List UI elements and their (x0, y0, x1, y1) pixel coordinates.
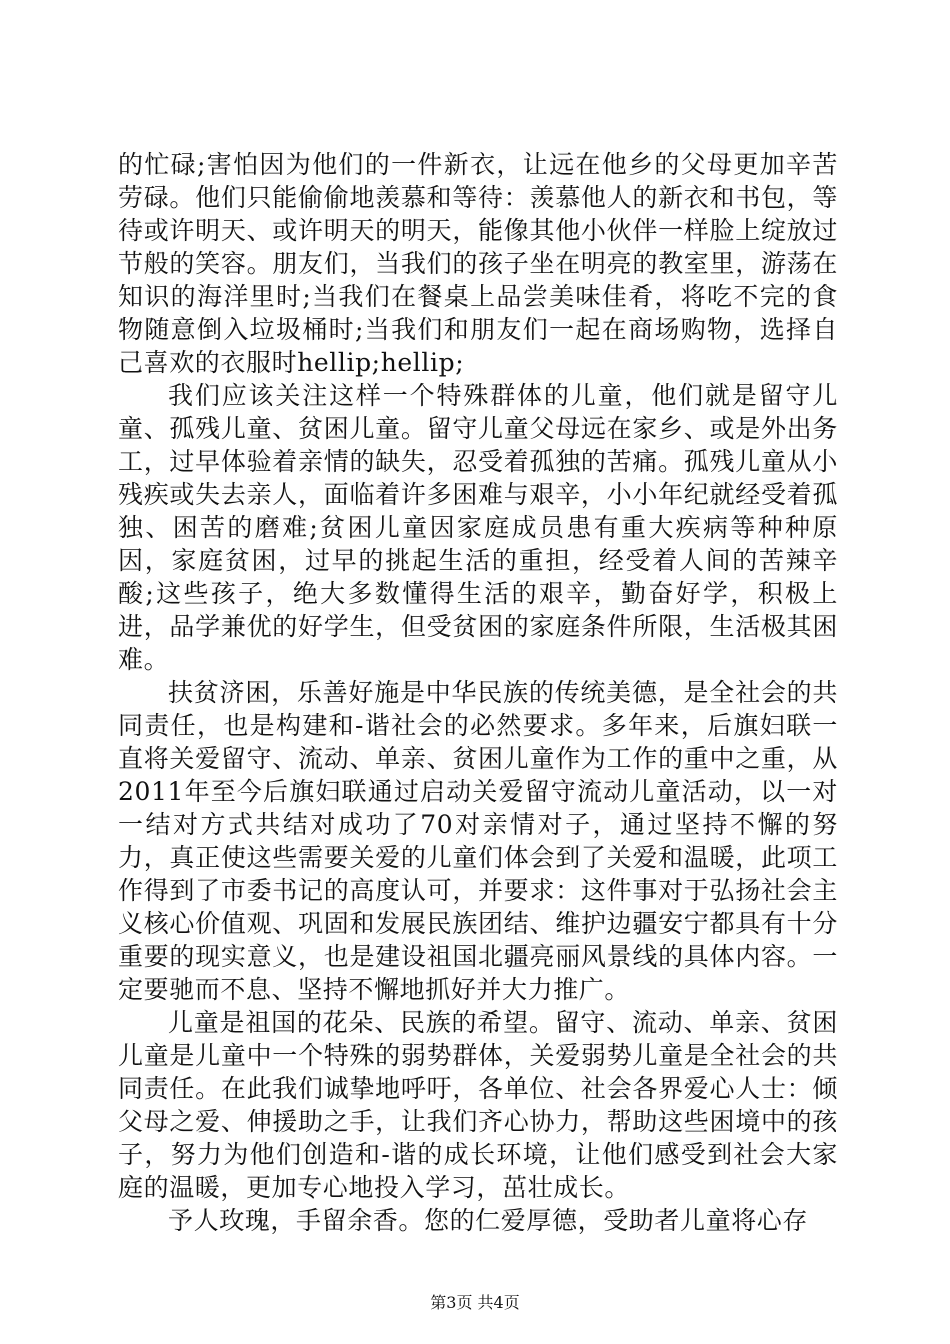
paragraph-special-groups: 我们应该关注这样一个特殊群体的儿童，他们就是留守儿童、孤残儿童、贫困儿童。留守儿童父母远在家乡、或是外出务工，过早体验着亲情的缺失，忍受着孤独的苦痛。孤残儿童从小残疾或失去亲人，面临着许多困难与艰辛，小小年纪就经受着孤独、困苦的磨难;贫困儿童因家庭成员患有重大疾病等种种原因，家庭贫困，过早的挑起生活的重担，经受着人间的苦辣辛酸;这些孩子，绝大多数懂得生活的艰辛，勤奋好学，积极上进，品学兼优的好学生，但受贫困的家庭条件所限，生活极其困难。 (118, 381, 838, 674)
paragraph-poverty-relief: 扶贫济困，乐善好施是中华民族的传统美德，是全社会的共同责任，也是构建和-谐社会的必然要求。多年来，后旗妇联一直将关爱留守、流动、单亲、贫困儿童作为工作的重中之重，从2011年至今后旗妇联通过启动关爱留守流动儿童活动，以一对一结对方式共结对成功了70对亲情对子，通过坚持不懈的努力，真正使这些需要关爱的儿童们体会到了关爱和温暖，此项工作得到了市委书记的高度认可，并要求：这件事对于弘扬社会主义核心价值观、巩固和发展民族团结、维护边疆安宁都具有十分重要的现实意义，也是建设祖国北疆亮丽风景线的具体内容。一定要驰而不息、坚持不懈地抓好并大力推广。 (118, 678, 838, 1004)
paragraph-closing: 予人玫瑰，手留余香。您的仁爱厚德，受助者儿童将心存 (168, 1206, 809, 1235)
document-body (118, 148, 838, 1237)
paragraph-continued: 的忙碌;害怕因为他们的一件新衣，让远在他乡的父母更加辛苦劳碌。他们只能偷偷地羡慕和等待：羡慕他人的新衣和书包，等待或许明天、或许明天的明天，能像其他小伙伴一样脸上绽放过节般的笑容。朋友们，当我们的孩子坐在明亮的教室里，游荡在知识的海洋里时;当我们在餐桌上品尝美味佳肴，将吃不完的食物随意倒入垃圾桶时;当我们和朋友们一起在商场购物，选择自己喜欢的衣服时hellip;hellip; (118, 150, 838, 377)
paragraph-appeal: 儿童是祖国的花朵、民族的希望。留守、流动、单亲、贫困儿童是儿童中一个特殊的弱势群体，关爱弱势儿童是全社会的共同责任。在此我们诚挚地呼吁，各单位、社会各界爱心人士：倾父母之爱、伸援助之手，让我们齐心协力，帮助这些困境中的孩子，努力为他们创造和-谐的成长环境，让他们感受到社会大家庭的温暖，更加专心地投入学习，茁壮成长。 (118, 1008, 838, 1202)
page-total: 共4页 (477, 1293, 520, 1312)
page-number: 第3页 (430, 1293, 473, 1312)
page-footer (0, 1293, 950, 1313)
